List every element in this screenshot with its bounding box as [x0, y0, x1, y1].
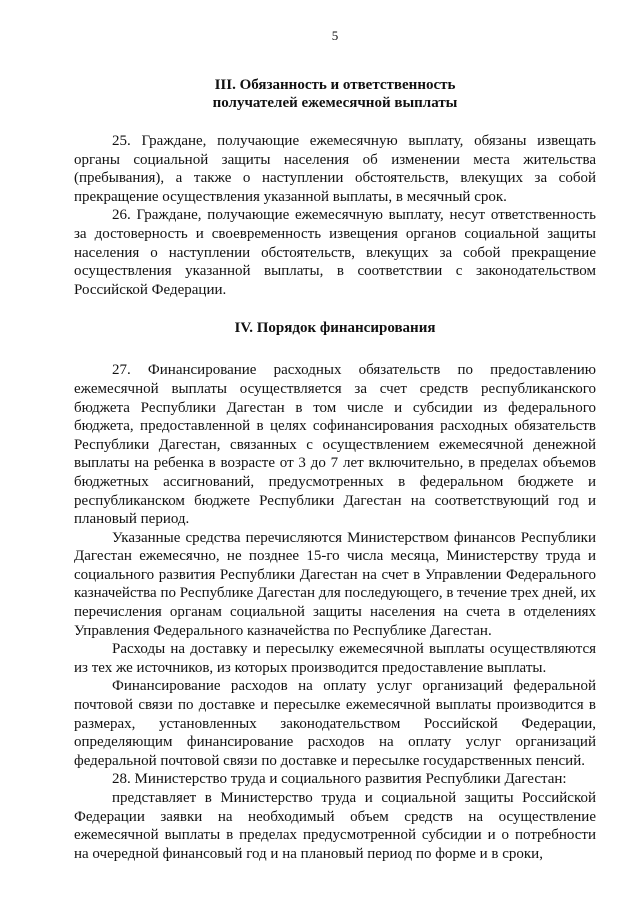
- paragraph-delivery-costs: Расходы на доставку и пересылку ежемесячной выплаты осуществляются из тех же источников, из которых производится предоставление выплаты.: [74, 641, 596, 676]
- page-number: 5: [331, 28, 339, 43]
- paragraph-28-submission: представляет в Министерство труда и социальной защиты Российской Федерации заявки на необходимый объем средств на осуществление ежемесячной выплаты в пределах предусмотренной субсидии и о потребности на очередной финансовый год и на плановый период по форме и в сроки,: [74, 790, 596, 862]
- section-3-heading-line-2: получателей ежемесячной выплаты: [212, 95, 458, 111]
- section-4-heading: [74, 319, 596, 337]
- paragraph-transfer: Указанные средства перечисляются Министерством финансов Республики Дагестан ежемесячно, не позднее 15-го числа месяца, Министерству труда и социального развития Республики Дагестан на счет в Управлении Федерального казначейства по Республике Дагестан для последующего, в течение трех дней, их перечисления органам социальной защиты населения на счета в отделениях Управления Федерального казначейства по Республике Дагестан.: [74, 529, 596, 639]
- paragraph-28: 28. Министерство труда и социального развития Республики Дагестан:: [112, 771, 567, 788]
- section-4-heading-line: IV. Порядок финансирования: [234, 320, 436, 337]
- paragraph-postal-financing: Финансирование расходов на оплату услуг организаций федеральной почтовой связи по доставке и пересылке ежемесячной выплаты производится в размерах, установленных законодательством Российской Федерации, определяющим финансирование расходов на оплату услуг организаций федеральной почтовой связи по доставке и пересылке государственных пенсий.: [74, 678, 596, 769]
- paragraph-25: 25. Граждане, получающие ежемесячную выплату, обязаны извещать органы социальной защиты населения об изменении места жительства (пребывания), а также о наступлении обстоятельств, влекущих за собой прекращение осуществления указанной выплаты, в месячный срок.: [74, 133, 596, 205]
- paragraph-26: 26. Граждане, получающие ежемесячную выплату, несут ответственность за достоверность и своевременность извещения органов социальной защиты населения о наступлении обстоятельств, влекущих за собой прекращение осуществления указанной выплаты, в соответствии с законодательством Российской Федерации.: [74, 207, 596, 298]
- section-3-heading: [74, 76, 596, 112]
- section-3-heading-line-1: III. Обязанность и ответственность: [214, 77, 456, 93]
- paragraph-27: 27. Финансирование расходных обязательств по предоставлению ежемесячной выплаты осуществляется за счет средств республиканского бюджета Республики Дагестан в том числе и субсидии из федерального бюджета, предоставленной в целях софинансирования расходных обязательств Республики Дагестан, связанных с осуществлением ежемесячной денежной выплаты на ребенка в возрасте от 3 до 7 лет включительно, в пределах объемов бюджетных ассигнований, предусмотренных в федеральном бюджете и республиканском бюджете Республики Дагестан на соответствующий год и плановый период.: [74, 362, 596, 528]
